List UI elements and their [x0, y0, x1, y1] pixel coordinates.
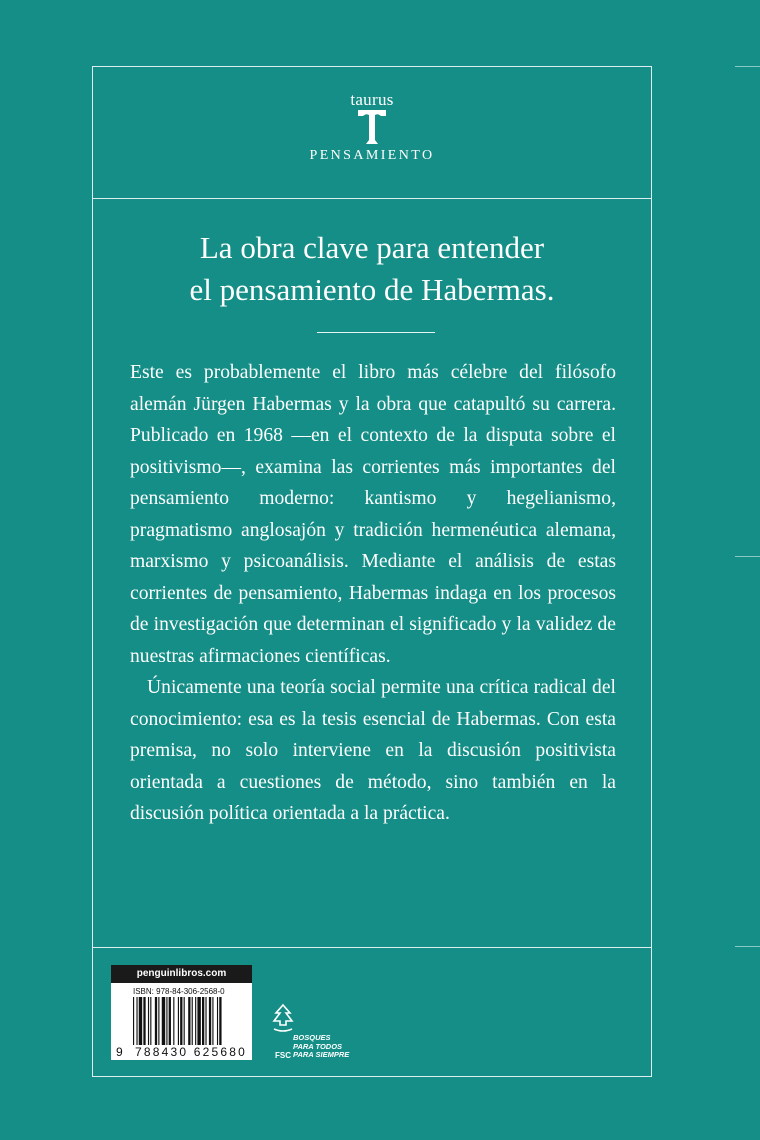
barcode-bar: [217, 997, 218, 1045]
synopsis-paragraph-1: Este es probablemente el libro más célebre del filósofo alemán Jürgen Habermas y la obra que catapultó su carrera. Publicado en 1968 —en el contexto de la disputa sobre el positivismo—, examina las corrientes más importantes del pensamiento moderno: kantismo y hegelianismo, pragmatismo anglosajón y tradición hermenéutica alemana, marxismo y psicoanálisis. Mediante el análisis de estas corrientes de pensamiento, Habermas indaga en los procesos de investigación que determinan el significado y la validez de nuestras afirmaciones científicas.: [130, 362, 616, 667]
barcode-bar: [150, 997, 151, 1045]
synopsis-paragraph-2: Únicamente una teoría social permite una crítica radical del conocimiento: esa es la tesis esencial de Habermas. Con esta premisa, no solo interviene en la discusión positivista orientada a cuestiones de método, sino también en la discusión política orientada a la práctica.: [130, 677, 616, 824]
barcode-bar: [219, 997, 221, 1045]
barcode-bar: [184, 997, 185, 1045]
barcode-bar: [143, 997, 145, 1045]
fsc-label: FSC: [275, 1051, 291, 1060]
barcode-bar: [205, 997, 206, 1045]
barcode-bar: [139, 997, 142, 1045]
barcode-bar: [178, 997, 179, 1045]
barcode-bar: [166, 997, 167, 1045]
barcode-bar: [212, 997, 213, 1045]
footer: [93, 948, 651, 1078]
publisher-name: taurus: [350, 90, 394, 109]
headline-rule: [317, 332, 435, 333]
fsc-slogan-line: PARA TODOS: [293, 1041, 343, 1051]
barcode-bar: [195, 997, 196, 1045]
barcode-digits: 788430 625680: [135, 1045, 248, 1059]
barcode-bar: [136, 997, 137, 1045]
synopsis: [130, 357, 616, 830]
barcode-block: [111, 983, 252, 1060]
fsc-slogan: [293, 1034, 349, 1060]
header-divider: [93, 198, 651, 199]
spine-crop-mark: [735, 946, 760, 947]
barcode-bar: [148, 997, 149, 1045]
barcode-bar: [169, 997, 171, 1045]
isbn-text: ISBN: 978-84-306-2568-0: [133, 987, 225, 996]
barcode-bar: [180, 997, 182, 1045]
barcode-bar: [197, 997, 200, 1045]
barcode-bar: [155, 997, 157, 1045]
spine-crop-mark: [735, 66, 760, 67]
barcode-lead-digit: 9: [116, 1045, 123, 1059]
barcode-bar: [133, 997, 134, 1045]
barcode-bar: [162, 997, 165, 1045]
barcode-bar: [158, 997, 159, 1045]
fsc-slogan-line: PARA SIEMPRE: [293, 1050, 350, 1059]
headline-line-1: La obra clave para entender: [199, 230, 545, 265]
barcode-icon: [133, 997, 247, 1045]
headline-line-2: el pensamiento de Habermas.: [189, 272, 555, 307]
headline: [93, 227, 651, 311]
publisher-logo: [93, 91, 651, 164]
spine-crop-mark: [735, 556, 760, 557]
collection-name: PENSAMIENTO: [309, 148, 435, 163]
barcode-bar: [173, 997, 174, 1045]
website-label: penguinlibros.com: [111, 965, 252, 983]
fsc-slogan-line: BOSQUES: [293, 1033, 331, 1042]
cover-frame: [92, 66, 652, 1077]
barcode-bar: [209, 997, 211, 1045]
fsc-tree-icon: [271, 1003, 295, 1035]
barcode-bar: [188, 997, 190, 1045]
taurus-t-icon: [358, 110, 386, 144]
barcode-bar: [192, 997, 193, 1045]
barcode-bar: [202, 997, 204, 1045]
